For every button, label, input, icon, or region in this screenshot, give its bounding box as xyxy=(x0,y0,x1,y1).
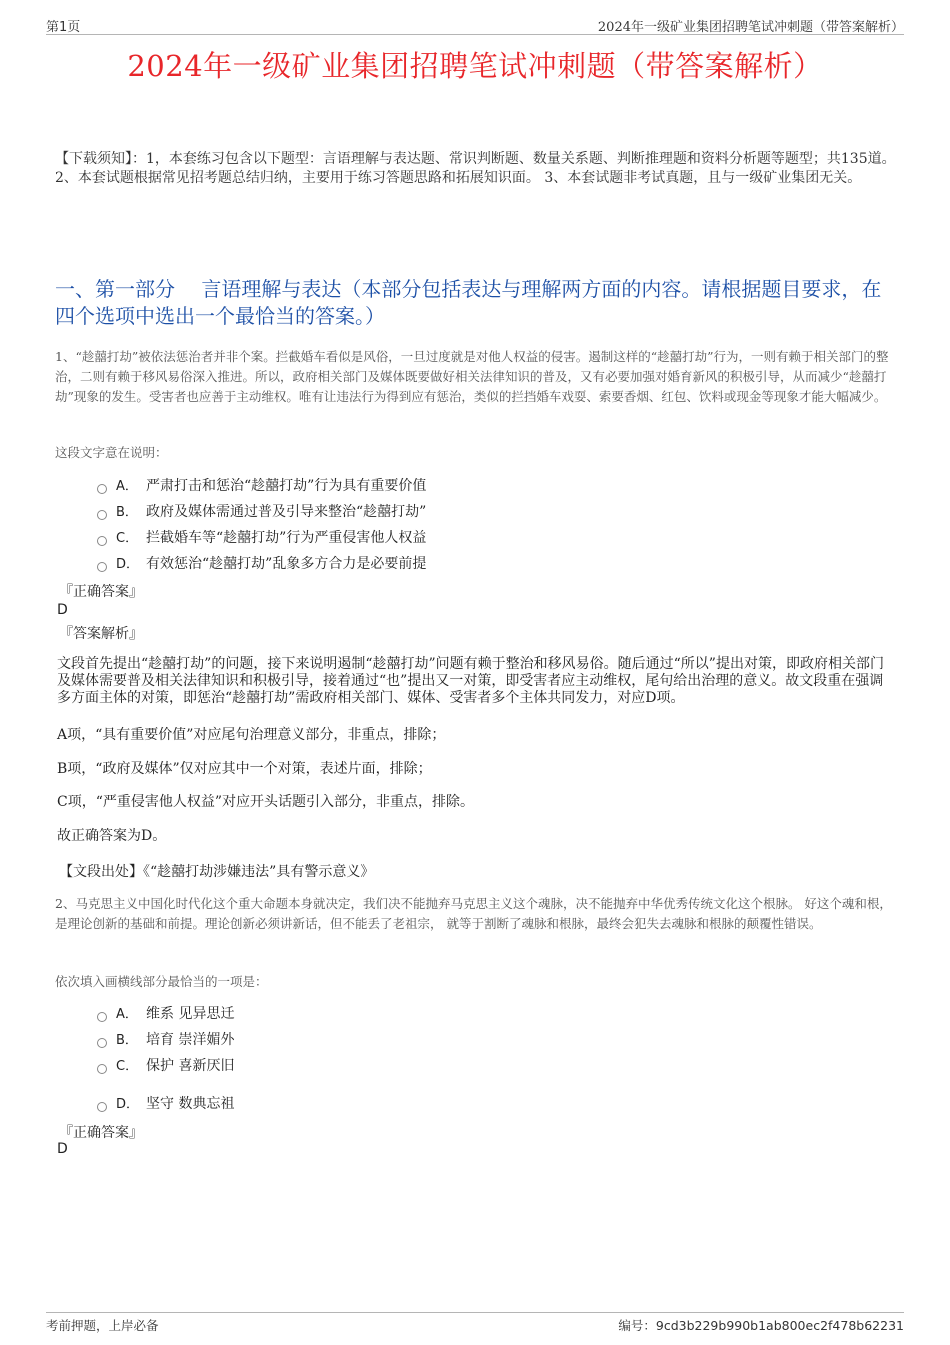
question-2-text: 2、马克思主义中国化时代化这个重大命题本身就决定，我们决不能抛弃马克思主义这个魂脉，决不能抛弃中华优秀传统文化这个根脉。 好这个魂和根，是理论创新的基础和前提。理论创新必须讲新话，但不能丢了老祖宗， 就等于割断了魂脉和根脉，最终会犯失去魂脉和根脉的颠覆性错误。 xyxy=(55,896,892,931)
q1-analysis-paragraph: 文段首先提出“趁囍打劫”的问题，接下来说明遏制“趁囍打劫”问题有赖于整治和移风易俗。随后通过“所以”提出对策，即政府相关部门及媒体需要普及相关法律知识和积极引导，接着通过“也”提出又一对策，即受害者应主动维权，尾句给出治理的意义。故文段重在强调多方面主体的对策，即惩治“趁囍打劫”需政府相关部门、媒体、受害者多个主体共同发力，对应D项。 xyxy=(57,656,884,706)
q2-option-d[interactable] xyxy=(97,1094,234,1114)
radio-icon[interactable] xyxy=(97,1012,107,1022)
radio-icon[interactable] xyxy=(97,510,107,520)
analysis-label: 『答案解析』 xyxy=(59,626,143,642)
page-footer xyxy=(46,1312,904,1333)
option-letter: B． xyxy=(116,505,138,520)
correct-answer-label: 『正确答案』 xyxy=(59,584,143,600)
question-2-prompt: 依次填入画横线部分最恰当的一项是： xyxy=(55,974,268,989)
q1-analysis-conclusion: 故正确答案为D。 xyxy=(57,828,167,844)
q1-analysis-b: B项，“政府及媒体”仅对应其中一个对策，表述片面，排除； xyxy=(57,761,432,777)
option-letter: B． xyxy=(116,1033,138,1048)
question-1-prompt: 这段文字意在说明： xyxy=(55,445,168,460)
radio-icon[interactable] xyxy=(97,562,107,572)
q1-analysis-a: A项，“具有重要价值”对应尾句治理意义部分，非重点，排除； xyxy=(57,727,446,743)
radio-icon[interactable] xyxy=(97,484,107,494)
q2-correct-answer: D xyxy=(57,1141,68,1157)
question-1-text: 1、“趁囍打劫”被依法惩治者并非个案。拦截婚车看似是风俗，一旦过度就是对他人权益的侵害。遏制这样的“趁囍打劫”行为，一则有赖于相关部门的整治，二则有赖于移风易俗深入推进。所以，政府相关部门及媒体既要做好相关法律知识的普及，又有必要加强对婚育新风的积极引导，从而减少“趁囍打劫”现象的发生。受害者也应善于主动维权。唯有让违法行为得到应有惩治，类似的拦挡婚车戏耍、索要香烟、红包、饮料或现金等现象才能大幅减少。 xyxy=(55,349,889,404)
option-text: 政府及媒体需通过普及引导来整治“趁囍打劫” xyxy=(146,504,427,520)
header-doc-title: 2024年一级矿业集团招聘笔试冲刺题（带答案解析） xyxy=(597,20,904,35)
q2-option-a[interactable] xyxy=(97,1004,234,1024)
footer-code-label: 编号： xyxy=(618,1318,656,1333)
option-text: 有效惩治“趁囍打劫”乱象多方合力是必要前提 xyxy=(146,556,427,572)
option-text: 严肃打击和惩治“趁囍打劫”行为具有重要价值 xyxy=(146,478,427,494)
correct-answer-label: 『正确答案』 xyxy=(59,1125,143,1141)
option-text: 坚守 数典忘祖 xyxy=(146,1096,235,1112)
q2-option-c[interactable] xyxy=(97,1056,234,1076)
q2-option-b[interactable] xyxy=(97,1030,234,1050)
q1-correct-answer: D xyxy=(57,602,68,618)
q1-option-b[interactable] xyxy=(97,502,426,522)
option-letter: C． xyxy=(116,531,139,546)
download-notice: 【下载须知】：1，本套练习包含以下题型：言语理解与表达题、常识判断题、数量关系题、判断推理题和资料分析题等题型；共135道。 2、本套试题根据常见招考题总结归纳，主要用于练习答题思路和拓展知识面。 3、本套试题非考试真题，且与一级矿业集团无关。 xyxy=(55,151,896,186)
q1-analysis-c: C项，“严重侵害他人权益”对应开头话题引入部分，非重点，排除。 xyxy=(57,794,475,810)
footer-code xyxy=(618,1316,904,1334)
page-number: 第1页 xyxy=(46,20,81,35)
q1-source: 【文段出处】《“趁囍打劫涉嫌违法”具有警示意义》 xyxy=(59,864,375,880)
option-text: 拦截婚车等“趁囍打劫”行为严重侵害他人权益 xyxy=(146,530,427,546)
q1-option-c[interactable] xyxy=(97,528,426,548)
option-letter: A． xyxy=(116,1007,138,1022)
option-letter: A． xyxy=(116,479,138,494)
option-text: 培育 崇洋媚外 xyxy=(146,1032,235,1048)
option-text: 维系 见异思迁 xyxy=(146,1006,235,1022)
page-header xyxy=(46,14,904,35)
radio-icon[interactable] xyxy=(97,1102,107,1112)
section-heading: 一、第一部分 言语理解与表达（本部分包括表达与理解两方面的内容。请根据题目要求，在四个选项中选出一个最恰当的答案。） xyxy=(55,277,882,328)
radio-icon[interactable] xyxy=(97,1064,107,1074)
q1-option-d[interactable] xyxy=(97,554,426,574)
option-letter: D． xyxy=(116,1097,140,1112)
option-letter: D． xyxy=(116,557,140,572)
footer-slogan: 考前押题，上岸必备 xyxy=(46,1318,159,1333)
page-title: 2024年一级矿业集团招聘笔试冲刺题（带答案解析） xyxy=(127,49,823,83)
radio-icon[interactable] xyxy=(97,536,107,546)
option-text: 保护 喜新厌旧 xyxy=(146,1058,235,1074)
footer-code-value: 9cd3b229b990b1ab800ec2f478b62231 xyxy=(655,1318,904,1333)
option-letter: C． xyxy=(116,1059,139,1074)
q1-option-a[interactable] xyxy=(97,476,426,496)
radio-icon[interactable] xyxy=(97,1038,107,1048)
